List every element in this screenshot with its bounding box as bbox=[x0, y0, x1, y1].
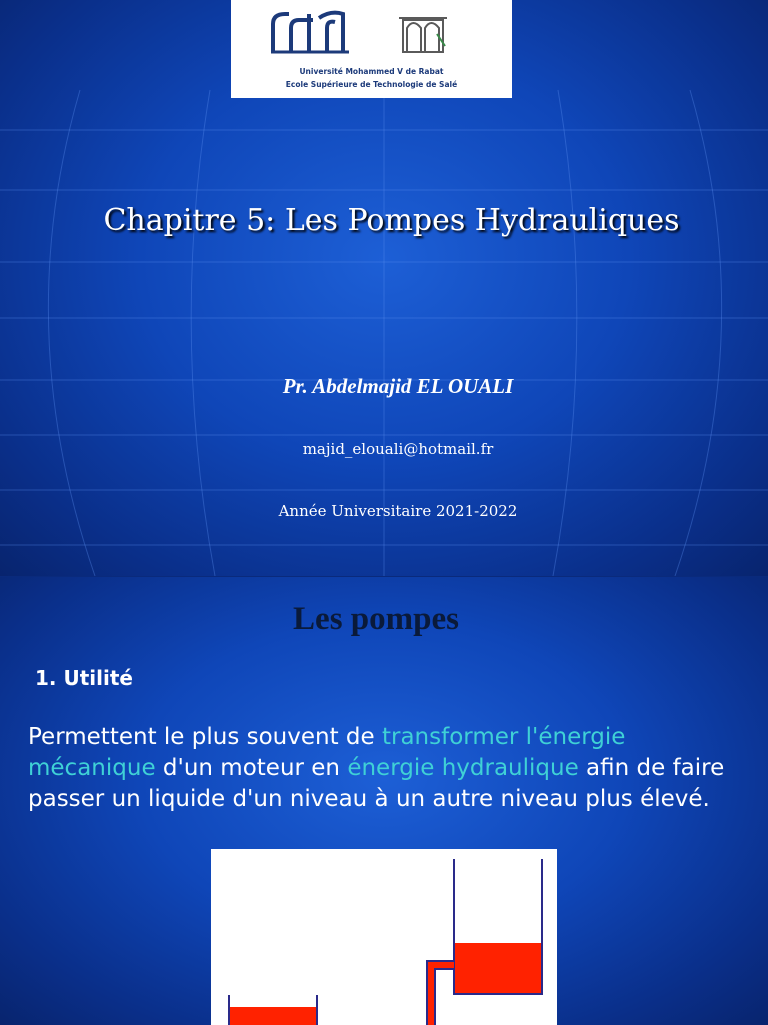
description-paragraph bbox=[28, 722, 748, 815]
slide-heading: Les pompes bbox=[293, 601, 459, 637]
slide-title: Chapitre 5: Les Pompes Hydrauliques bbox=[103, 203, 680, 238]
university-logo bbox=[231, 0, 512, 98]
paragraph-text: d'un moteur en bbox=[155, 755, 348, 781]
logo-school-name: Ecole Supérieure de Technologie de Salé bbox=[285, 80, 458, 89]
paragraph-text: afin de faire passer un liquide d'un niveau à un autre niveau plus élevé. bbox=[28, 755, 725, 812]
academic-year: Année Universitaire 2021-2022 bbox=[278, 502, 518, 520]
paragraph-highlight-hydraulic: énergie hydraulique bbox=[347, 755, 579, 781]
paragraph-text: Permettent le plus souvent de bbox=[28, 724, 382, 750]
paragraph-highlight-energy: transformer l'énergie mécanique bbox=[28, 724, 626, 781]
tanks-diagram-icon bbox=[211, 849, 557, 1025]
author-name: Pr. Abdelmajid EL OUALI bbox=[282, 374, 514, 398]
pump-diagram bbox=[211, 849, 557, 1025]
university-emblem-icon bbox=[231, 0, 512, 66]
author-email: majid_elouali@hotmail.fr bbox=[302, 440, 494, 458]
section-heading: 1. Utilité bbox=[35, 666, 133, 690]
content-slide bbox=[0, 576, 768, 1025]
logo-university-name: Université Mohammed V de Rabat bbox=[299, 67, 444, 76]
